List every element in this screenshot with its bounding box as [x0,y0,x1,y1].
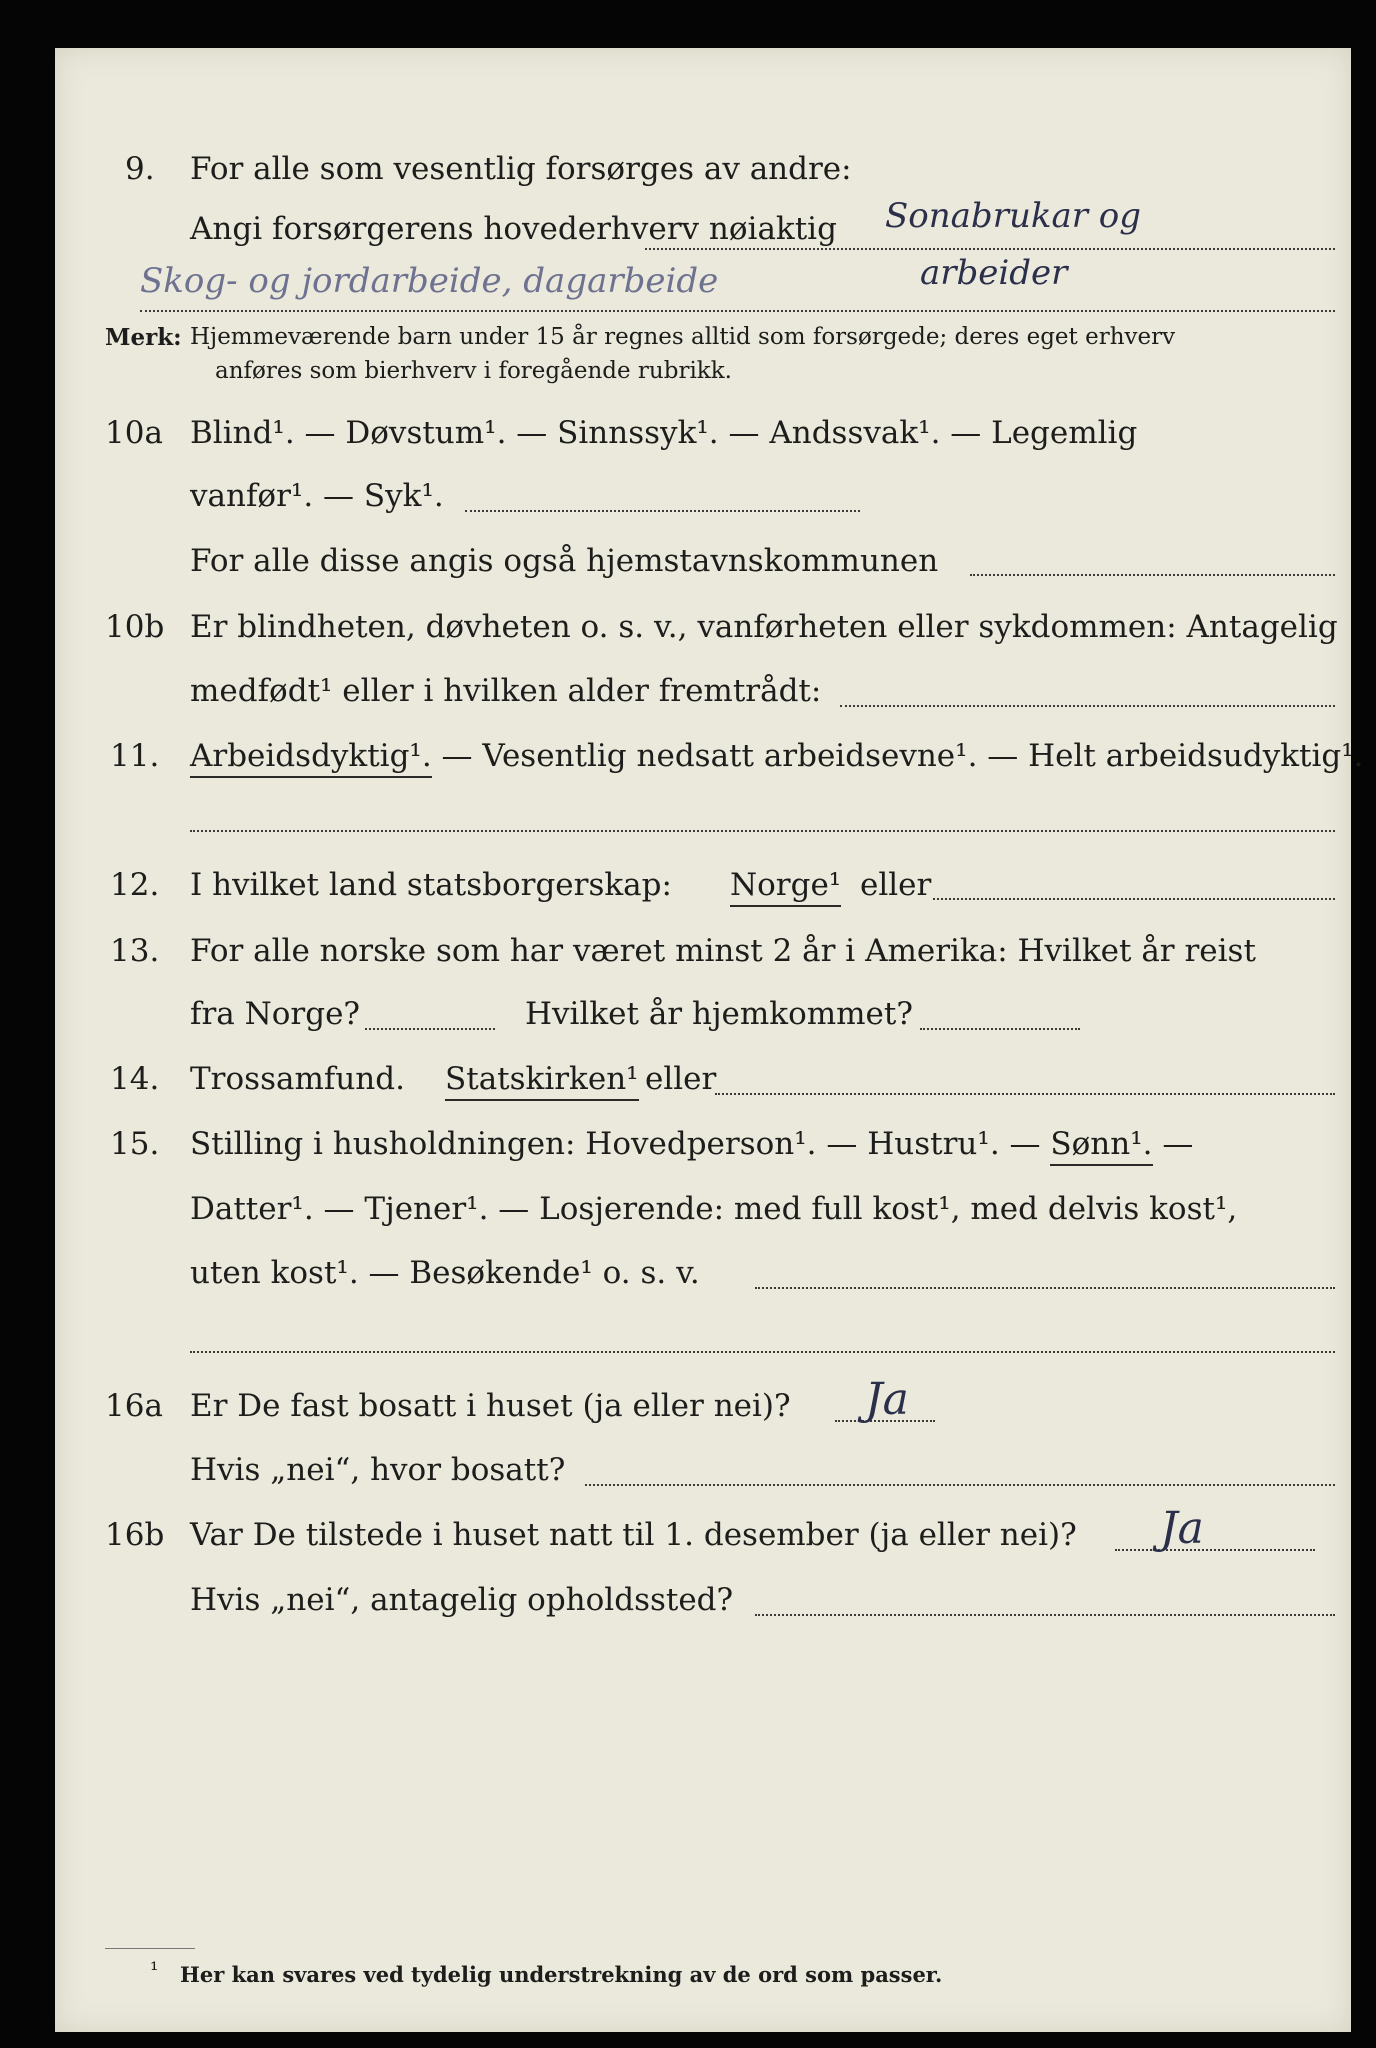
q9-handwritten-answer-1: Sonabrukar og [885,196,1142,236]
census-form-page [55,48,1364,2032]
q10a-line2: vanfør¹. — Syk¹. [190,478,444,514]
footnote-marker: ¹ [150,1958,159,1982]
q10a-number: 10a [105,415,163,451]
q12-answer-line [933,898,1335,900]
q14-question: Trossamfund. [190,1061,405,1097]
q16a-number: 16a [105,1388,163,1424]
q10b-answer-line [840,705,1335,707]
q11-option-arbeidsdyktig: Arbeidsdyktig¹. [190,738,432,778]
q15-answer-line-1 [755,1287,1335,1289]
q10a-answer-line-1 [465,510,860,512]
q9-line2: Angi forsørgerens hovederhverv nøiaktig [190,211,837,247]
q13-number: 13. [110,933,160,969]
q9-number: 9. [125,151,155,187]
q12-number: 12. [110,867,160,903]
q16b-answer-line [1115,1549,1315,1551]
q12-underlined-norge: Norge¹ [730,867,841,907]
q16a-line2: Hvis „nei“, hvor bosatt? [190,1452,566,1488]
q15-number: 15. [110,1126,160,1162]
q14-number: 14. [110,1061,160,1097]
q15-line1 [190,1126,1193,1162]
q15-line1-dash: — [1162,1126,1194,1162]
q15-line3: uten kost¹. — Besøkende¹ o. s. v. [190,1255,700,1291]
footnote-text: Her kan svares ved tydelig understrekning av de ord som passer. [180,1962,943,1987]
q9-answer-line-2 [140,310,1335,312]
q13-hjemkommet-answer-line [920,1028,1080,1030]
q16a-line1: Er De fast bosatt i huset (ja eller nei)? [190,1388,791,1424]
q9-handwritten-answer-2: Skog- og jordarbeide, dagarbeide [140,261,719,301]
q11-answer-line [190,830,1335,832]
q10b-line1: Er blindheten, døvheten o. s. v., vanførheten eller sykdommen: Antagelig [190,609,1338,645]
q9-line1: For alle som vesentlig forsørges av andre: [190,151,852,187]
q16b-line1: Var De tilstede i huset natt til 1. desember (ja eller nei)? [190,1517,1077,1553]
q10a-line3: For alle disse angis også hjemstavnskommunen [190,543,939,579]
q10a-answer-line-2 [970,574,1335,576]
q13-reist-answer-line [365,1028,495,1030]
merk-line1: Hjemmeværende barn under 15 år regnes alltid som forsørgede; deres eget erhverv [190,324,1176,350]
q12-option-norge [730,867,841,903]
q14-eller: eller [645,1061,717,1097]
q11-other-options: — Vesentlig nedsatt arbeidsevne¹. — Helt arbeidsudyktig¹. [431,738,1364,774]
merk-line2: anføres som bierhverv i foregående rubrikk. [215,358,732,384]
q10b-number: 10b [105,609,165,645]
q16b-number: 16b [105,1517,165,1553]
q13-line1: For alle norske som har været minst 2 år i Amerika: Hvilket år reist [190,933,1256,969]
q14-underlined-statskirken: Statskirken¹ [445,1061,639,1101]
q16b-handwritten-answer: Ja [1160,1503,1204,1554]
merk-label: Merk: [105,324,182,351]
q14-answer-line [715,1093,1335,1095]
q16b-opholdssted-answer-line [755,1614,1335,1616]
q11-number: 11. [110,738,160,774]
q15-line2: Datter¹. — Tjener¹. — Losjerende: med full kost¹, med delvis kost¹, [190,1191,1238,1227]
footnote-divider [105,1948,195,1949]
q16a-handwritten-answer: Ja [865,1374,909,1425]
q12-question: I hvilket land statsborgerskap: [190,867,672,903]
q14-option-statskirken [445,1061,639,1097]
q10b-line2: medfødt¹ eller i hvilken alder fremtrådt: [190,673,822,709]
q9-answer-line-1 [645,248,1335,250]
q12-eller: eller [860,867,932,903]
q9-handwritten-answer-3: arbeider [920,253,1068,293]
q10a-line1: Blind¹. — Døvstum¹. — Sinnssyk¹. — Andssvak¹. — Legemlig [190,415,1138,451]
q13-line2b: Hvilket år hjemkommet? [525,996,913,1032]
q15-answer-line-2 [190,1351,1335,1353]
q11-line [190,738,1364,774]
q16a-bosatt-answer-line [585,1484,1335,1486]
q15-option-sonn: Sønn¹. [1050,1126,1152,1166]
q15-line1-text: Stilling i husholdningen: Hovedperson¹. — Hustru¹. — [190,1126,1041,1162]
q16b-line2: Hvis „nei“, antagelig opholdssted? [190,1582,734,1618]
q13-line2a: fra Norge? [190,996,361,1032]
